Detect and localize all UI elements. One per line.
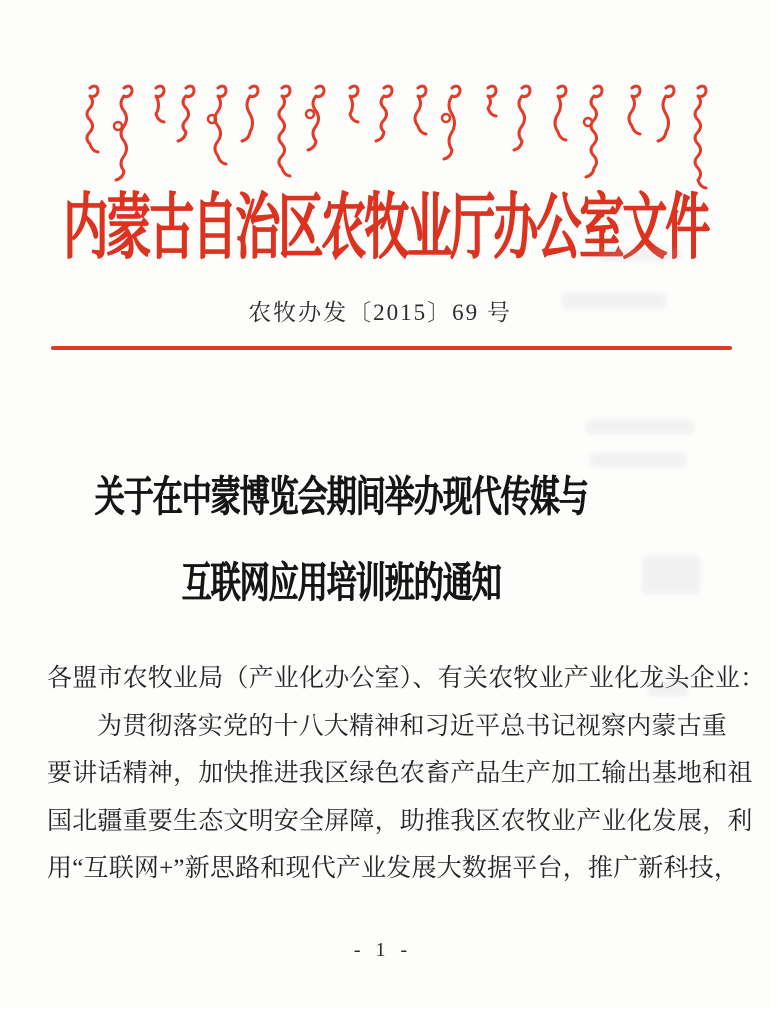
body-paragraph-line: 要讲话精神，加快推进我区绿色农畜产品生产加工输出基地和祖 [47, 760, 753, 787]
document-title-line-1: 关于在中蒙博览会期间举办现代传媒与 [94, 474, 588, 521]
body-salutation-line: 各盟市农牧业局（产业化办公室）、有关农牧业产业化龙头企业： [47, 665, 766, 692]
document-number: 农牧办发〔2015〕69 号 [248, 300, 512, 325]
body-paragraph-line: 为贯彻落实党的十八大精神和习近平总书记视察内蒙古重 [97, 712, 728, 740]
document-body [47, 655, 766, 893]
issuing-agency-title: 内蒙古自治区农牧业厅办公室文件 [62, 188, 708, 269]
body-paragraph-line: 用“互联网+”新思路和现代产业发展大数据平台，推广新科技， [47, 855, 740, 882]
red-divider-line [51, 346, 732, 350]
page-number: - 1 - [353, 939, 413, 961]
bleed-through-artifact [586, 420, 694, 434]
document-title-line-2: 互联网应用培训班的通知 [181, 560, 501, 607]
body-paragraph-line: 国北疆重要生态文明安全屏障，助推我区农牧业产业化发展，利 [47, 807, 753, 835]
